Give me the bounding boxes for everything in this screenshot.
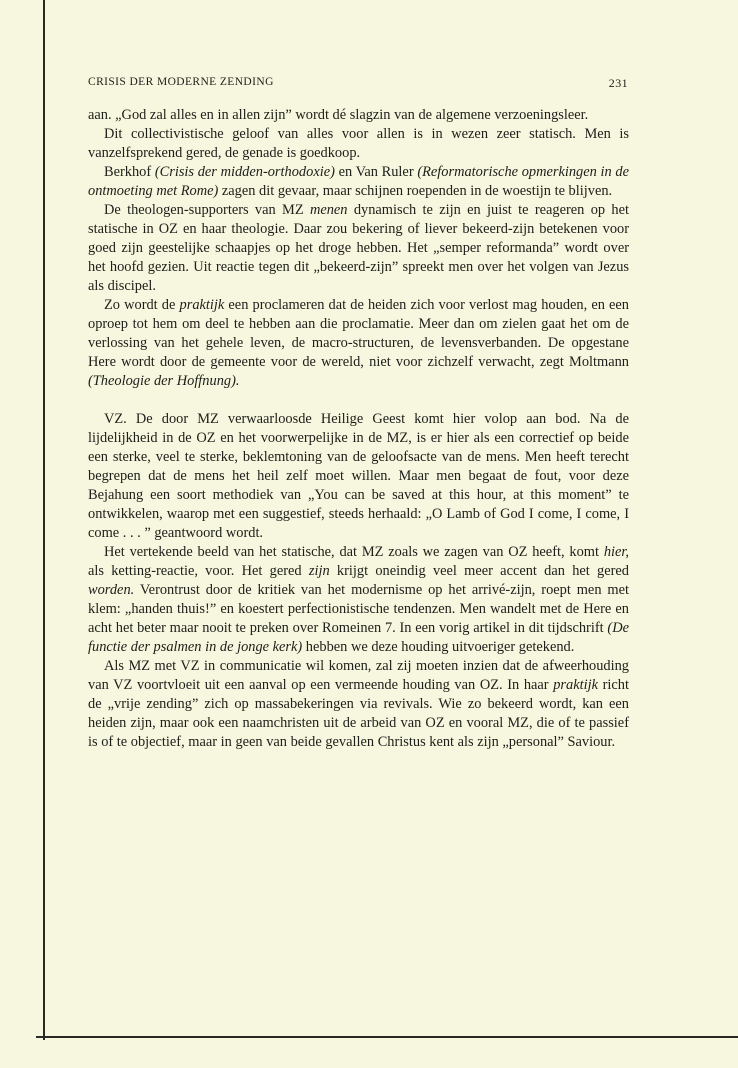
text-run: richt de „vrije zending” zich op massabekeringen via revivals. Wie zo bekeerd wordt, kan een heiden zijn, maar ook een naamchristen uit de arbeid van OZ en vooral MZ, die of te passief is of te objectief, maar in geen van beide gevallen Christus kent als zijn „personal” Saviour.	[88, 677, 629, 750]
running-head	[88, 76, 628, 92]
text-run: zagen dit gevaar, maar schijnen roependen in de woestijn te blijven.	[218, 183, 613, 199]
paragraph	[88, 296, 629, 391]
italic-text: (Crisis der midden-orthodoxie)	[154, 164, 335, 180]
running-title: CRISIS DER MODERNE ZENDING	[88, 76, 274, 88]
paragraph	[88, 410, 629, 543]
italic-text: worden.	[88, 582, 135, 598]
text-run: als ketting-reactie, voor. Het gered	[88, 563, 309, 579]
text-run: Verontrust door de kritiek van het modernisme op het arrivé-zijn, roept men met klem: „handen thuis!” en koestert perfectionistische tendenzen. Men wandelt met de Here en acht het beter maar nooit te preken over Romeinen 7. In een vorig artikel in dit tijdschrift	[88, 582, 629, 636]
paragraph	[88, 125, 629, 163]
page-edge-left-rule	[43, 0, 45, 1040]
page-number: 231	[608, 76, 628, 90]
text-run: Het vertekende beeld van het statische, dat MZ zoals we zagen van OZ heeft, komt	[104, 544, 604, 560]
text-run: Zo wordt de	[104, 297, 180, 313]
italic-text: praktijk	[179, 297, 225, 313]
text-run: hebben we deze houding uitvoeriger getekend.	[302, 639, 575, 655]
text-run: en Van Ruler	[334, 164, 418, 180]
body-text	[88, 106, 629, 752]
paragraph	[88, 163, 629, 201]
text-run: aan. „God zal alles en in allen zijn” wordt dé slagzin van de algemene verzoeningsleer.	[88, 107, 589, 123]
paragraph	[88, 106, 629, 125]
text-run: Berkhof	[104, 164, 155, 180]
text-run: Als MZ met VZ in communicatie wil komen, zal zij moeten inzien dat de afweerhouding van VZ voortvloeit uit een aanval op een vermeende houding van OZ. In haar	[88, 658, 629, 693]
text-run: krijgt oneindig veel meer accent dan het gered	[329, 563, 629, 579]
page-edge-bottom-rule	[36, 1036, 738, 1038]
text-run: Dit collectivistische geloof van alles voor allen is in wezen zeer statisch. Men is vanzelfsprekend gered, de genade is goedkoop.	[88, 126, 629, 161]
text-run: een proclameren dat de heiden zich voor verlost mag houden, en een oproep tot hem om deel te hebben aan die proclamatie. Meer dan om zielen gaat het om de verlossing van het gehele leven, de macro-structuren, de levensverbanden. De opgestane Here wordt door de gemeente voor de wereld, niet voor zichzelf verwacht, zegt Moltmann	[88, 297, 629, 370]
italic-text: praktijk	[553, 677, 598, 693]
text-run: De theologen-supporters van MZ	[104, 202, 310, 218]
text-run: VZ. De door MZ verwaarloosde Heilige Geest komt hier volop aan bod. Na de lijdelijkheid in de OZ en het voorwerpelijke in de MZ, is er hier als een correctief op beide een sterke, veel te sterke, beklemtoning van de geloofsacte van de mens. Men heeft terecht begrepen dat de mens het heil zelf moet willen. Maar men begaat de fout, voor deze Bejahung een soort methodiek van „You can be saved at this hour, at this moment” te ontwikkelen, waarop met een suggestief, steeds herhaald: „O Lamb of God I come, I come, I come . . . ” geantwoord wordt.	[88, 411, 629, 541]
paragraph	[88, 657, 629, 752]
italic-text: menen	[309, 202, 348, 218]
italic-text: zijn	[308, 563, 330, 579]
italic-text: (Reformatorische opmerkingen in de ontmoeting met Rome)	[88, 164, 629, 199]
paragraph	[88, 201, 629, 296]
italic-text: (De functie der psalmen in de jonge kerk)	[88, 620, 629, 655]
italic-text: hier,	[603, 544, 629, 560]
text-run: dynamisch te zijn en juist te reageren op het statische in OZ en haar theologie. Daar zou bekering of liever bekeerd-zijn betekenen voor goed zijn geestelijke schaapjes op het droge hebben. Het „semper reformanda” wordt over het hoofd gezien. Uit reactie tegen dit „bekeerd-zijn” spreekt men over het volgen van Jezus als discipel.	[88, 202, 629, 294]
italic-text: (Theologie der Hoffnung).	[88, 373, 240, 389]
paragraph	[88, 543, 629, 657]
